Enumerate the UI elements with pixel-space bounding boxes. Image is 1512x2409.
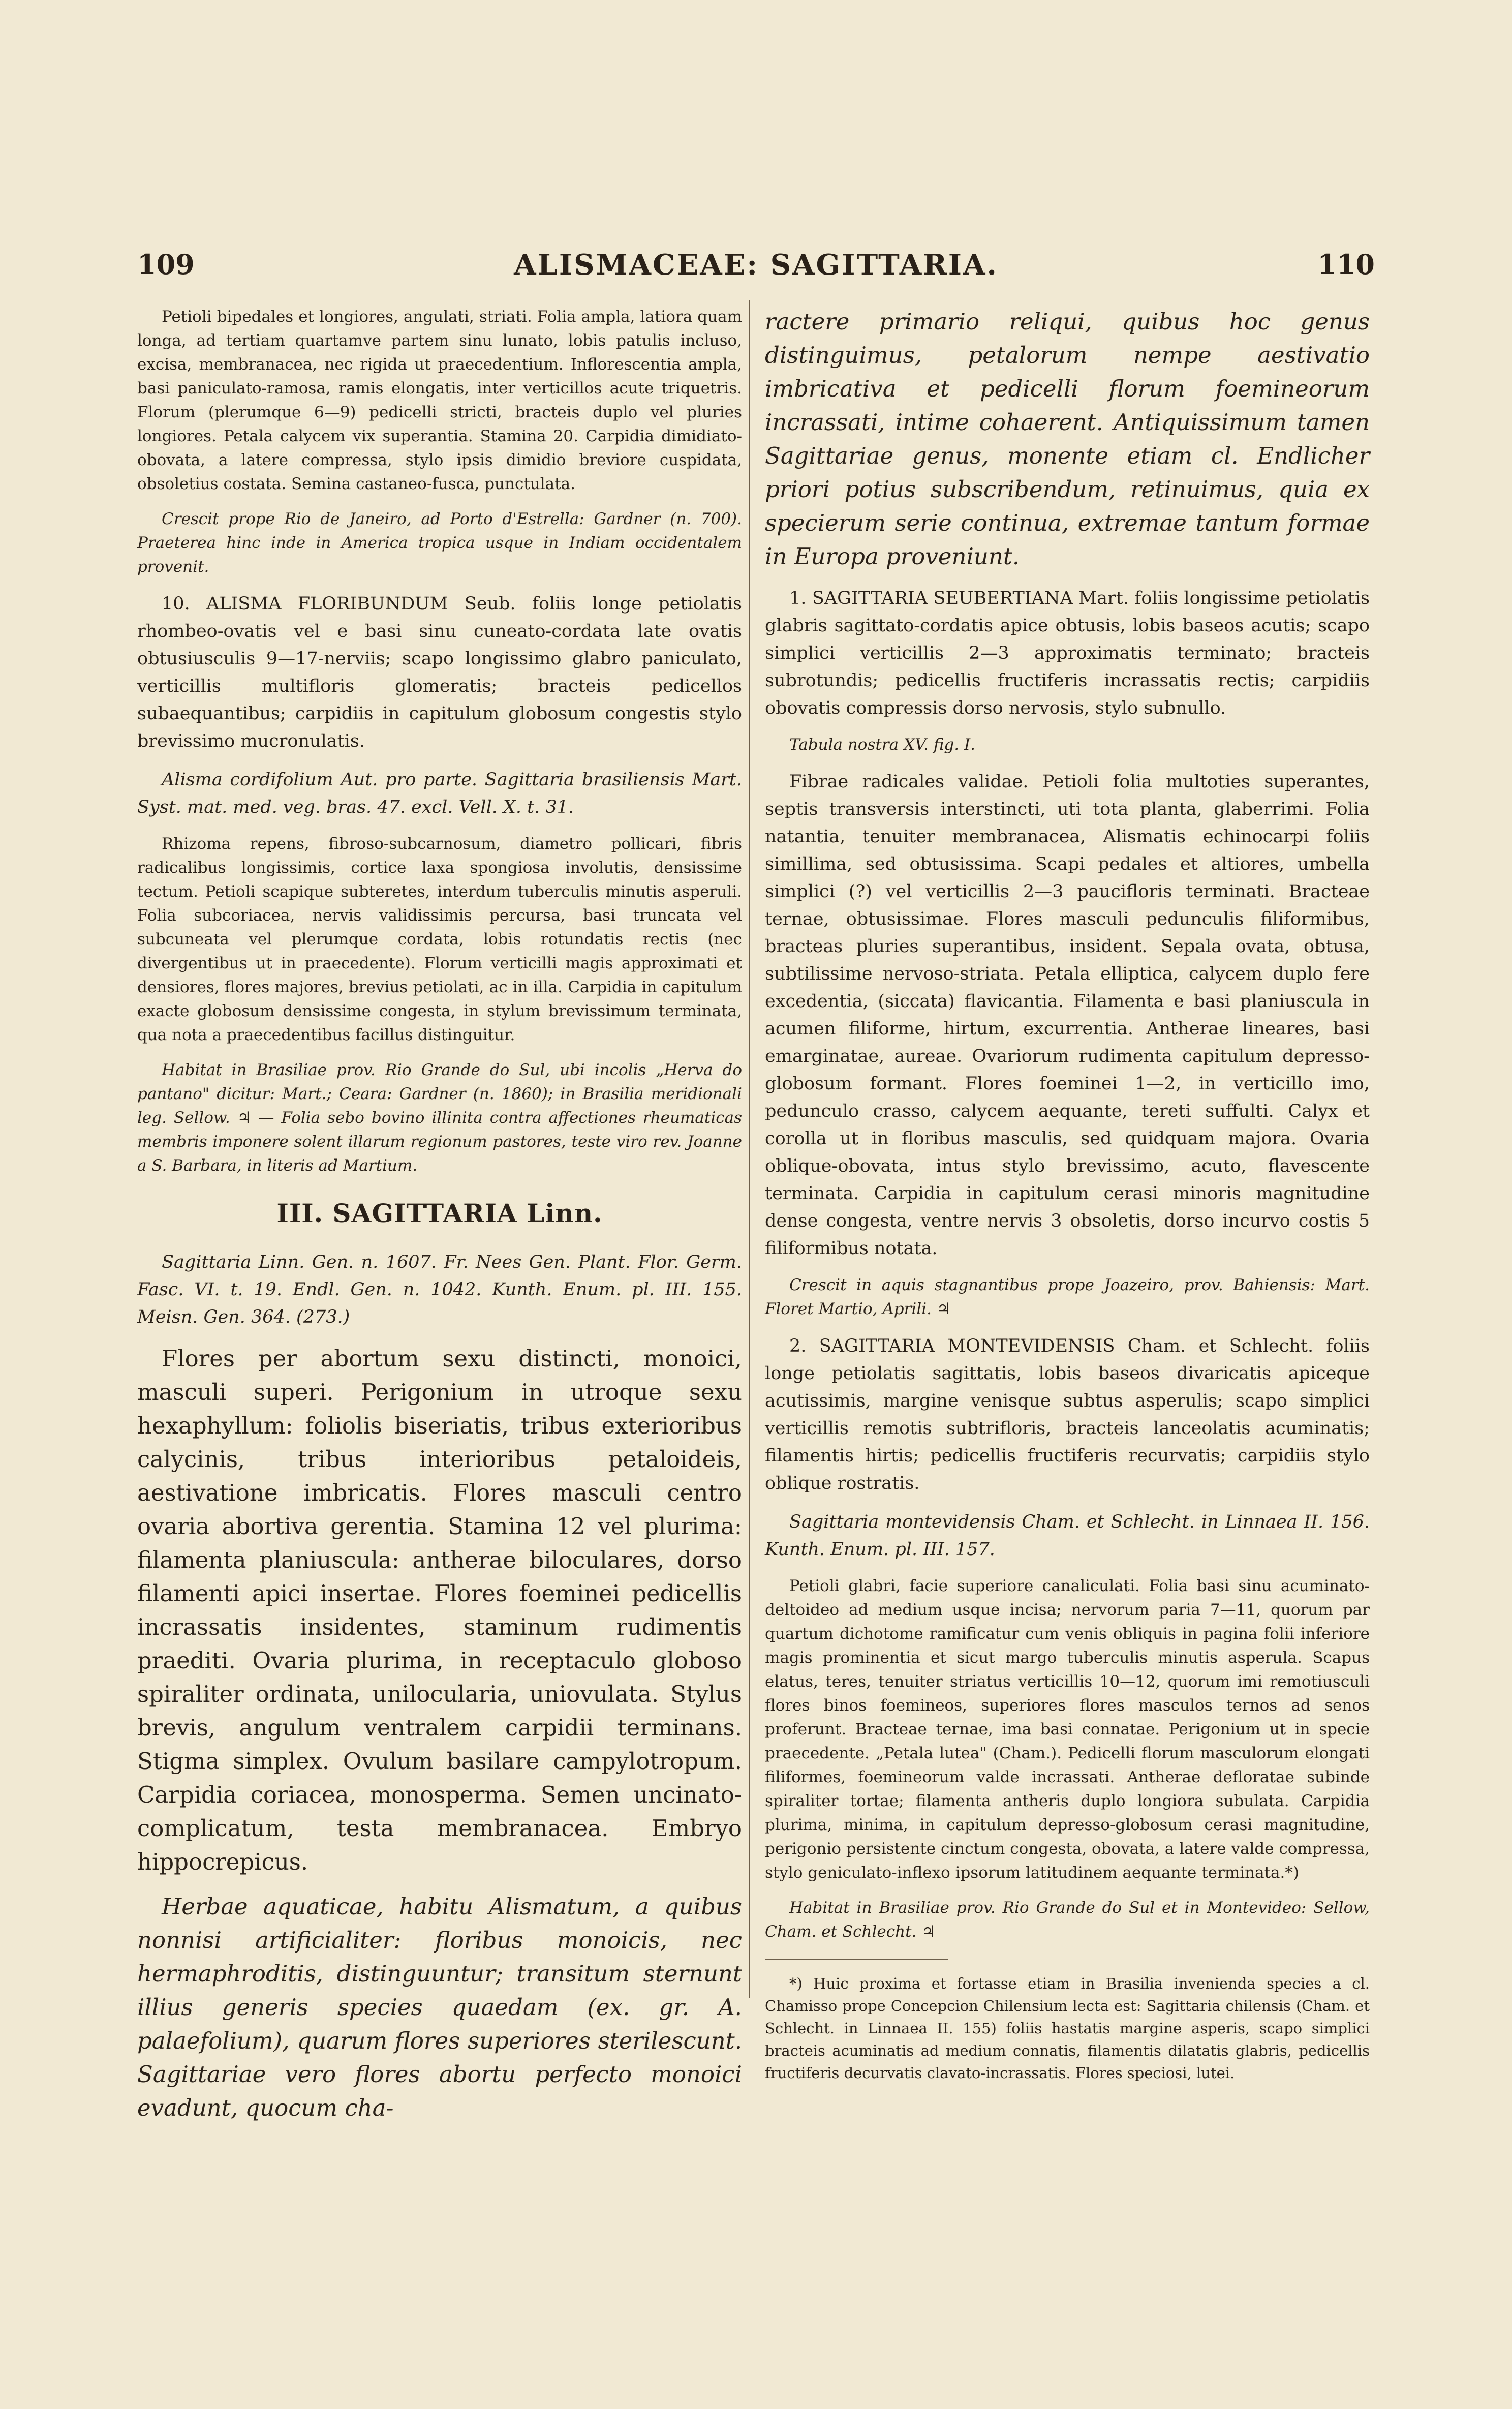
alisma-floribundum-description: Rhizoma repens, fibroso-subcarnosum, diametro pollicari, fibris radicalibus longissimis, cortice laxa spongiosa involutis, densissime tectum. Petioli scapique subteretes, interdum tuberculis minutis asperuli. Folia subcoriacea, nervis validissimis percursa, basi truncata vel subcuneata vel plerumque cordata, lobis rotundatis rectis (nec divergentibus ut in praecedente). Florum verticilli magis approximati et densiores, flores majores, brevius petiolati, ac in illa. Carpidia in capitulum exacte globosum densissime congesta, in stylum brevissimum terminata, qua nota a praecedentibus facillus distinguitur. xyxy=(137,835,742,1044)
footnote: *) Huic proxima et fortasse etiam in Brasilia invenienda species a cl. Chamisso prope Concepcion Chilensium lecta est: Sagittaria chilensis (Cham. et Schlecht. in Linnaea II. 155) foliis hastatis margine asperis, scapo simplici bracteis acuminatis ad medium connatis, filamentis dilatatis glabris, pedicellis fructiferis decurvatis clavato-incrassatis. Flores speciosi, lutei. xyxy=(765,1975,1370,2082)
genus-note-continuation: ractere primario reliqui, quibus hoc genus distinguimus, petalorum nempe aestivatio imbricativa et pedicelli florum foemineorum incrassati, intime cohaerent. Antiquissimum tamen Sagittariae genus, monente etiam cl. Endlicher priori potius subscribendum, retinuimus, quia ex specierum serie continua, extremae tantum formae in Europa proveniunt. xyxy=(765,308,1370,570)
page-number-right: 110 xyxy=(1317,248,1375,281)
montevidensis-diagnosis: 2. SAGITTARIA MONTEVIDENSIS Cham. et Schlecht. foliis longe petiolatis sagittatis, lobis baseos divaricatis apiceque acutissimis, margine venisque subtus asperulis; scapo simplici verticillis remotis subtrifloris, bracteis lanceolatis acuminatis; filamentis hirtis; pedicellis fructiferis recurvatis; carpidiis stylo oblique rostratis. xyxy=(765,1336,1370,1493)
alisma-habitat-paragraph: Crescit prope Rio de Janeiro, ad Porto d'Estrella: Gardner (n. 700). Praeterea hinc inde in America tropica usque in Indiam occidentalem provenit. xyxy=(137,510,742,576)
sagittaria-references: Sagittaria Linn. Gen. n. 1607. Fr. Nees Gen. Plant. Flor. Germ. Fasc. VI. t. 19. Endl. Gen. n. 1042. Kunth. Enum. pl. III. 155. Meisn. Gen. 364. (273.) xyxy=(137,1252,742,1327)
plate-reference: Tabula nostra XV. fig. I. xyxy=(789,736,976,754)
page-number-left: 109 xyxy=(137,248,195,281)
column-divider xyxy=(749,300,750,1998)
seubertiana-diagnosis: 1. SAGITTARIA SEUBERTIANA Mart. foliis longissime petiolatis glabris sagittato-cordatis apice obtusis, lobis baseos acutis; scapo simplici verticillis 2—3 approximatis terminato; bracteis subrotundis; pedicellis fructiferis incrassatis rectis; carpidiis obovatis compressis dorso nervosis, stylo subnullo. xyxy=(765,588,1370,718)
left-column xyxy=(137,305,742,2136)
sagittaria-habit-paragraph: Herbae aquaticae, habitu Alismatum, a quibus nonnisi artificialiter: floribus monoicis, nec hermaphroditis, distinguuntur; transitum sternunt illius generis species quaedam (ex. gr. A. palaefolium), quarum flores superiores sterilescunt. Sagittariae vero flores abortu perfecto monoici evadunt, quocum cha- xyxy=(137,1893,742,2121)
seubertiana-description: Fibrae radicales validae. Petioli folia multoties superantes, septis transversis interstincti, uti tota planta, glaberrimi. Folia natantia, tenuiter membranacea, Alismatis echinocarpi foliis simillima, sed obtusissima. Scapi pedales et altiores, umbella simplici (?) vel verticillis 2—3 paucifloris terminati. Bracteae ternae, obtusissimae. Flores masculi pedunculis filiformibus, bracteas pluries superantibus, insident. Sepala ovata, obtusa, subtilissime nervoso-striata. Petala elliptica, calycem duplo fere excedentia, (siccata) flavicantia. Filamenta e basi planiuscula in acumen filiforme, hirtum, excurrentia. Antherae lineares, basi emarginatae, aureae. Ovariorum rudimenta capitulum depresso-globosum formant. Flores foeminei 1—2, in verticillo imo, pedunculo crasso, calycem aequante, tereti suffulti. Calyx et corolla ut in floribus masculis, sed quidquam majora. Ovaria oblique-obovata, intus stylo brevissimo, acuto, flavescente terminata. Carpidia in capitulum cerasi minoris magnitudine dense congesta, ventre nervis 3 obsoletis, dorso incurvo costis 5 filiformibus notata. xyxy=(765,772,1370,1259)
sagittaria-genus-description: Flores per abortum sexu distincti, monoici, masculi superi. Perigonium in utroque sexu hexaphyllum: foliolis biseriatis, tribus exterioribus calycinis, tribus interioribus petaloideis, aestivatione imbricatis. Flores masculi centro ovaria abortiva gerentia. Stamina 12 vel plurima: filamenta planiuscula: antherae biloculares, dorso filamenti apici insertae. Flores foeminei pedicellis incrassatis insidentes, staminum rudimentis praediti. Ovaria plurima, in receptaculo globoso spiraliter ordinata, unilocularia, uniovulata. Stylus brevis, angulum ventralem carpidii terminans. Stigma simplex. Ovulum basilare campylotropum. Carpidia coriacea, monosperma. Semen uncinato-complicatum, testa membranacea. Embryo hippocrepicus. xyxy=(137,1345,742,1875)
section-heading-sagittaria: III. SAGITTARIA Linn. xyxy=(276,1198,603,1228)
running-title: ALISMACEAE: SAGITTARIA. xyxy=(514,248,998,282)
alisma-description-paragraph: Petioli bipedales et longiores, angulati, striati. Folia ampla, latiora quam longa, ad tertiam quartamve partem sinu lunato, lobis patulis incluso, excisa, membranacea, nec rigida ut praecedentium. Inflorescentia ampla, basi paniculato-ramosa, ramis elongatis, inter verticillos acute triquetris. Florum (plerumque 6—9) pedicelli stricti, bracteis duplo vel pluries longiores. Petala calycem vix superantia. Stamina 20. Carpidia dimidiato-obovata, a latere compressa, stylo ipsis dimidio breviore cuspidata, obsoletius costata. Semina castaneo-fusca, punctulata. xyxy=(137,308,742,493)
page-header xyxy=(137,248,1375,289)
footnote-rule xyxy=(765,1959,948,1960)
alisma-floribundum-diagnosis: 10. ALISMA FLORIBUNDUM Seub. foliis longe petiolatis rhombeo-ovatis vel e basi sinu cuneato-cordata late ovatis obtusiusculis 9—17-nerviis; scapo longissimo glabro paniculato, verticillis multifloris glomeratis; bracteis pedicellos subaequantibus; carpidiis in capitulum globosum congestis stylo brevissimo mucronulatis. xyxy=(137,594,742,751)
alisma-floribundum-synonyms: Alisma cordifolium Aut. pro parte. Sagittaria brasiliensis Mart. Syst. mat. med. veg. bras. 47. excl. Vell. X. t. 31. xyxy=(137,770,742,817)
montevidensis-description: Petioli glabri, facie superiore canaliculati. Folia basi sinu acuminato-deltoideo ad medium usque incisa; nervorum paria 7—11, quorum par quartum dichotome ramificatur cum venis obliquis in pagina folii inferiore magis prominentia et sicut margo tuberculis minutis asperula. Scapus elatus, teres, tenuiter striatus verticillis 10—12, quorum imi remotiusculi flores binos foemineos, superiores flores masculos ternos ad senos proferunt. Bracteae ternae, ima basi connatae. Perigonium ut in specie praecedente. „Petala lutea" (Cham.). Pedicelli florum masculorum elongati filiformes, foemineorum valde incrassati. Antherae defloratae subinde spiraliter tortae; filamenta antheris duplo longiora subulata. Carpidia plurima, minima, in capitulum depresso-globosum cerasi magnitudine, perigonio persistente cinctum congesta, obovata, a latere valde compressa, stylo geniculato-inflexo ipsorum latitudinem aequante terminata.*) xyxy=(765,1577,1370,1882)
alisma-floribundum-habitat: Habitat in Brasiliae prov. Rio Grande do Sul, ubi incolis „Herva do pantano" dicitur: Mart.; Ceara: Gardner (n. 1860); in Brasilia meridionali leg. Sellow. ♃ — Folia sebo bovino illinita contra affectiones rheumaticas membris imponere solent illarum regionum pastores, teste viro rev. Joanne a S. Barbara, in literis ad Martium. xyxy=(137,1061,742,1175)
seubertiana-habitat: Crescit in aquis stagnantibus prope Joazeiro, prov. Bahiensis: Mart. Floret Martio, Aprili. ♃ xyxy=(765,1276,1370,1318)
montevidensis-habitat: Habitat in Brasiliae prov. Rio Grande do Sul et in Montevideo: Sellow, Cham. et Schlecht. ♃ xyxy=(765,1899,1370,1941)
montevidensis-synonyms: Sagittaria montevidensis Cham. et Schlecht. in Linnaea II. 156. Kunth. Enum. pl. III. 157. xyxy=(765,1512,1370,1560)
right-column xyxy=(765,305,1370,2095)
